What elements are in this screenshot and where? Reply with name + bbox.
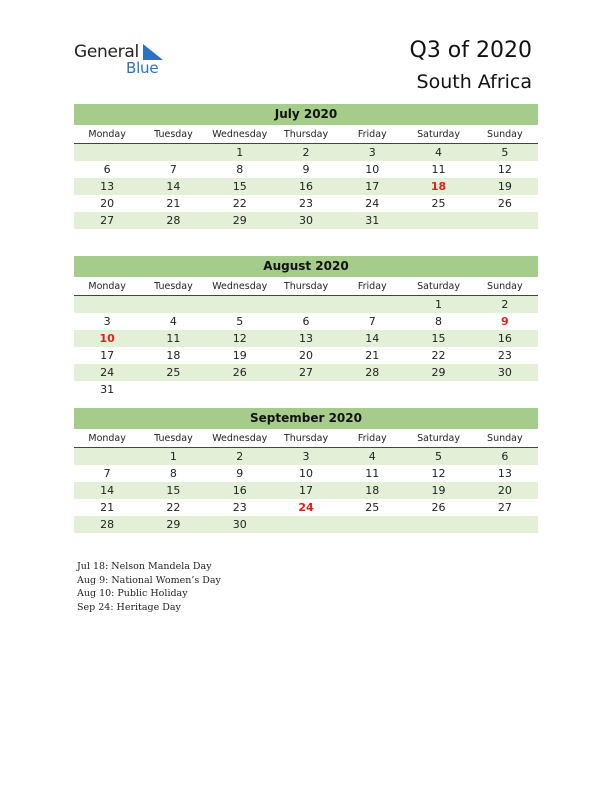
- day-cell: 5: [501, 146, 509, 159]
- weekday-label: Saturday: [417, 433, 460, 444]
- day-cell: 17: [365, 180, 380, 193]
- day-cell: 4: [435, 146, 443, 159]
- weekday-label: Sunday: [487, 129, 523, 140]
- logo-blue-text: Blue: [126, 59, 159, 77]
- day-cell: 4: [169, 315, 177, 328]
- day-cell: [339, 381, 405, 398]
- day-cell: 7: [103, 467, 111, 480]
- day-cell: 29: [431, 366, 446, 379]
- day-cell: 28: [100, 518, 115, 531]
- day-cell: 31: [100, 383, 115, 396]
- day-cell: 29: [232, 214, 247, 227]
- week-row: [74, 516, 538, 533]
- day-cell: 10: [365, 163, 380, 176]
- day-cell: [273, 296, 339, 313]
- holiday-notes: [77, 560, 221, 614]
- month-header: September 2020: [74, 408, 538, 429]
- day-cell: [140, 381, 206, 398]
- weekday-label: Tuesday: [154, 129, 193, 140]
- day-cell: 18: [166, 349, 181, 362]
- holiday-day-cell: 18: [430, 180, 447, 193]
- day-cell: 9: [236, 467, 244, 480]
- weekday-label: Monday: [88, 281, 126, 292]
- day-cell: [273, 381, 339, 398]
- week-row: [74, 448, 538, 465]
- week-row: [74, 381, 538, 398]
- day-cell: [472, 212, 538, 229]
- day-cell: 25: [166, 366, 181, 379]
- week-row: [74, 144, 538, 161]
- day-cell: 16: [232, 484, 247, 497]
- month-header: August 2020: [74, 256, 538, 277]
- day-cell: 2: [302, 146, 310, 159]
- day-cell: 3: [302, 450, 310, 463]
- day-cell: 25: [431, 197, 446, 210]
- day-cell: 8: [236, 163, 244, 176]
- day-cell: 13: [100, 180, 115, 193]
- day-cell: 11: [431, 163, 446, 176]
- day-cell: 15: [431, 332, 446, 345]
- day-cell: 20: [298, 349, 313, 362]
- day-cell: [405, 381, 471, 398]
- week-row: [74, 499, 538, 516]
- weekday-header-row: [74, 125, 538, 144]
- week-row: [74, 178, 538, 195]
- logo-general-text: General: [74, 42, 139, 62]
- day-cell: 12: [497, 163, 512, 176]
- day-cell: 4: [368, 450, 376, 463]
- weekday-label: Wednesday: [212, 281, 268, 292]
- day-cell: 2: [236, 450, 244, 463]
- day-cell: 30: [298, 214, 313, 227]
- day-cell: 23: [497, 349, 512, 362]
- day-cell: [472, 381, 538, 398]
- day-cell: 5: [435, 450, 443, 463]
- day-cell: 3: [103, 315, 111, 328]
- day-cell: [74, 448, 140, 465]
- day-cell: [207, 296, 273, 313]
- day-cell: [207, 381, 273, 398]
- month-calendar-july: [74, 104, 538, 229]
- day-cell: 9: [302, 163, 310, 176]
- month-calendar-august: [74, 256, 538, 398]
- day-cell: 21: [100, 501, 115, 514]
- day-cell: 20: [497, 484, 512, 497]
- day-cell: 8: [169, 467, 177, 480]
- day-cell: 26: [431, 501, 446, 514]
- day-cell: 27: [497, 501, 512, 514]
- holiday-note: Sep 24: Heritage Day: [77, 601, 181, 613]
- page-title: Q3 of 2020: [409, 38, 532, 63]
- weekday-label: Monday: [88, 129, 126, 140]
- week-row: [74, 347, 538, 364]
- logo-triangle-icon: [143, 44, 163, 60]
- day-cell: 1: [169, 450, 177, 463]
- logo: [74, 42, 184, 78]
- day-cell: [339, 296, 405, 313]
- holiday-day-cell: 10: [99, 332, 115, 345]
- day-cell: 19: [431, 484, 446, 497]
- day-cell: [339, 516, 405, 533]
- day-cell: 12: [232, 332, 247, 345]
- weekday-label: Wednesday: [212, 433, 268, 444]
- day-cell: 21: [166, 197, 181, 210]
- day-cell: 6: [103, 163, 111, 176]
- day-cell: [140, 296, 206, 313]
- weekday-label: Wednesday: [212, 129, 268, 140]
- day-cell: 13: [497, 467, 512, 480]
- day-cell: 15: [232, 180, 247, 193]
- day-cell: 14: [100, 484, 115, 497]
- weekday-label: Friday: [357, 129, 387, 140]
- day-cell: 12: [431, 467, 446, 480]
- weekday-label: Thursday: [283, 129, 329, 140]
- day-cell: 1: [435, 298, 443, 311]
- weekday-label: Monday: [88, 433, 126, 444]
- weekday-label: Thursday: [283, 433, 329, 444]
- day-cell: 16: [298, 180, 313, 193]
- weekday-label: Tuesday: [154, 281, 193, 292]
- day-cell: 14: [365, 332, 380, 345]
- day-cell: 18: [365, 484, 380, 497]
- day-cell: 30: [497, 366, 512, 379]
- day-cell: 5: [236, 315, 244, 328]
- day-cell: 28: [365, 366, 380, 379]
- day-cell: [74, 144, 140, 161]
- day-cell: 31: [365, 214, 380, 227]
- week-row: [74, 296, 538, 313]
- page-subtitle: South Africa: [416, 71, 532, 93]
- day-cell: 17: [100, 349, 115, 362]
- month-header: July 2020: [74, 104, 538, 125]
- week-row: [74, 212, 538, 229]
- day-cell: 3: [368, 146, 376, 159]
- day-cell: 19: [497, 180, 512, 193]
- day-cell: 6: [302, 315, 310, 328]
- day-cell: 20: [100, 197, 115, 210]
- week-row: [74, 161, 538, 178]
- weekday-label: Thursday: [283, 281, 329, 292]
- holiday-note: Jul 18: Nelson Mandela Day: [77, 561, 212, 572]
- day-cell: 23: [298, 197, 313, 210]
- day-cell: 22: [431, 349, 446, 362]
- week-row: [74, 482, 538, 499]
- day-cell: [472, 516, 538, 533]
- day-cell: 19: [232, 349, 247, 362]
- week-row: [74, 364, 538, 381]
- day-cell: 28: [166, 214, 181, 227]
- day-cell: 30: [232, 518, 247, 531]
- weekday-label: Sunday: [487, 281, 523, 292]
- day-cell: 1: [236, 146, 244, 159]
- holiday-note: Aug 10: Public Holiday: [77, 588, 188, 600]
- day-cell: 10: [298, 467, 313, 480]
- week-row: [74, 465, 538, 482]
- day-cell: 11: [166, 332, 181, 345]
- day-cell: 16: [497, 332, 512, 345]
- weekday-label: Tuesday: [154, 433, 193, 444]
- day-cell: 17: [298, 484, 313, 497]
- weekday-header-row: [74, 429, 538, 448]
- holiday-day-cell: 24: [298, 501, 314, 514]
- day-cell: 22: [232, 197, 247, 210]
- day-cell: 27: [298, 366, 313, 379]
- holiday-day-cell: 9: [501, 315, 509, 328]
- week-row: [74, 195, 538, 212]
- day-cell: [405, 212, 471, 229]
- day-cell: 26: [497, 197, 512, 210]
- day-cell: 24: [100, 366, 115, 379]
- day-cell: 2: [501, 298, 509, 311]
- day-cell: [140, 144, 206, 161]
- day-cell: [273, 516, 339, 533]
- day-cell: 22: [166, 501, 181, 514]
- weekday-label: Saturday: [417, 129, 460, 140]
- weekday-header-row: [74, 277, 538, 296]
- holiday-note: Aug 9: National Women’s Day: [77, 574, 221, 586]
- week-row: [74, 330, 538, 347]
- weekday-label: Saturday: [417, 281, 460, 292]
- day-cell: 7: [368, 315, 376, 328]
- day-cell: 11: [365, 467, 380, 480]
- day-cell: 13: [298, 332, 313, 345]
- weekday-label: Sunday: [487, 433, 523, 444]
- day-cell: 7: [169, 163, 177, 176]
- week-row: [74, 313, 538, 330]
- day-cell: 8: [435, 315, 443, 328]
- day-cell: 14: [166, 180, 181, 193]
- day-cell: 24: [365, 197, 380, 210]
- day-cell: 21: [365, 349, 380, 362]
- day-cell: 26: [232, 366, 247, 379]
- day-cell: [405, 516, 471, 533]
- day-cell: 27: [100, 214, 115, 227]
- day-cell: 23: [232, 501, 247, 514]
- day-cell: 25: [365, 501, 380, 514]
- day-cell: 29: [166, 518, 181, 531]
- day-cell: 6: [501, 450, 509, 463]
- day-cell: 15: [166, 484, 181, 497]
- month-calendar-september: [74, 408, 538, 533]
- weekday-label: Friday: [357, 281, 387, 292]
- weekday-label: Friday: [357, 433, 387, 444]
- day-cell: [74, 296, 140, 313]
